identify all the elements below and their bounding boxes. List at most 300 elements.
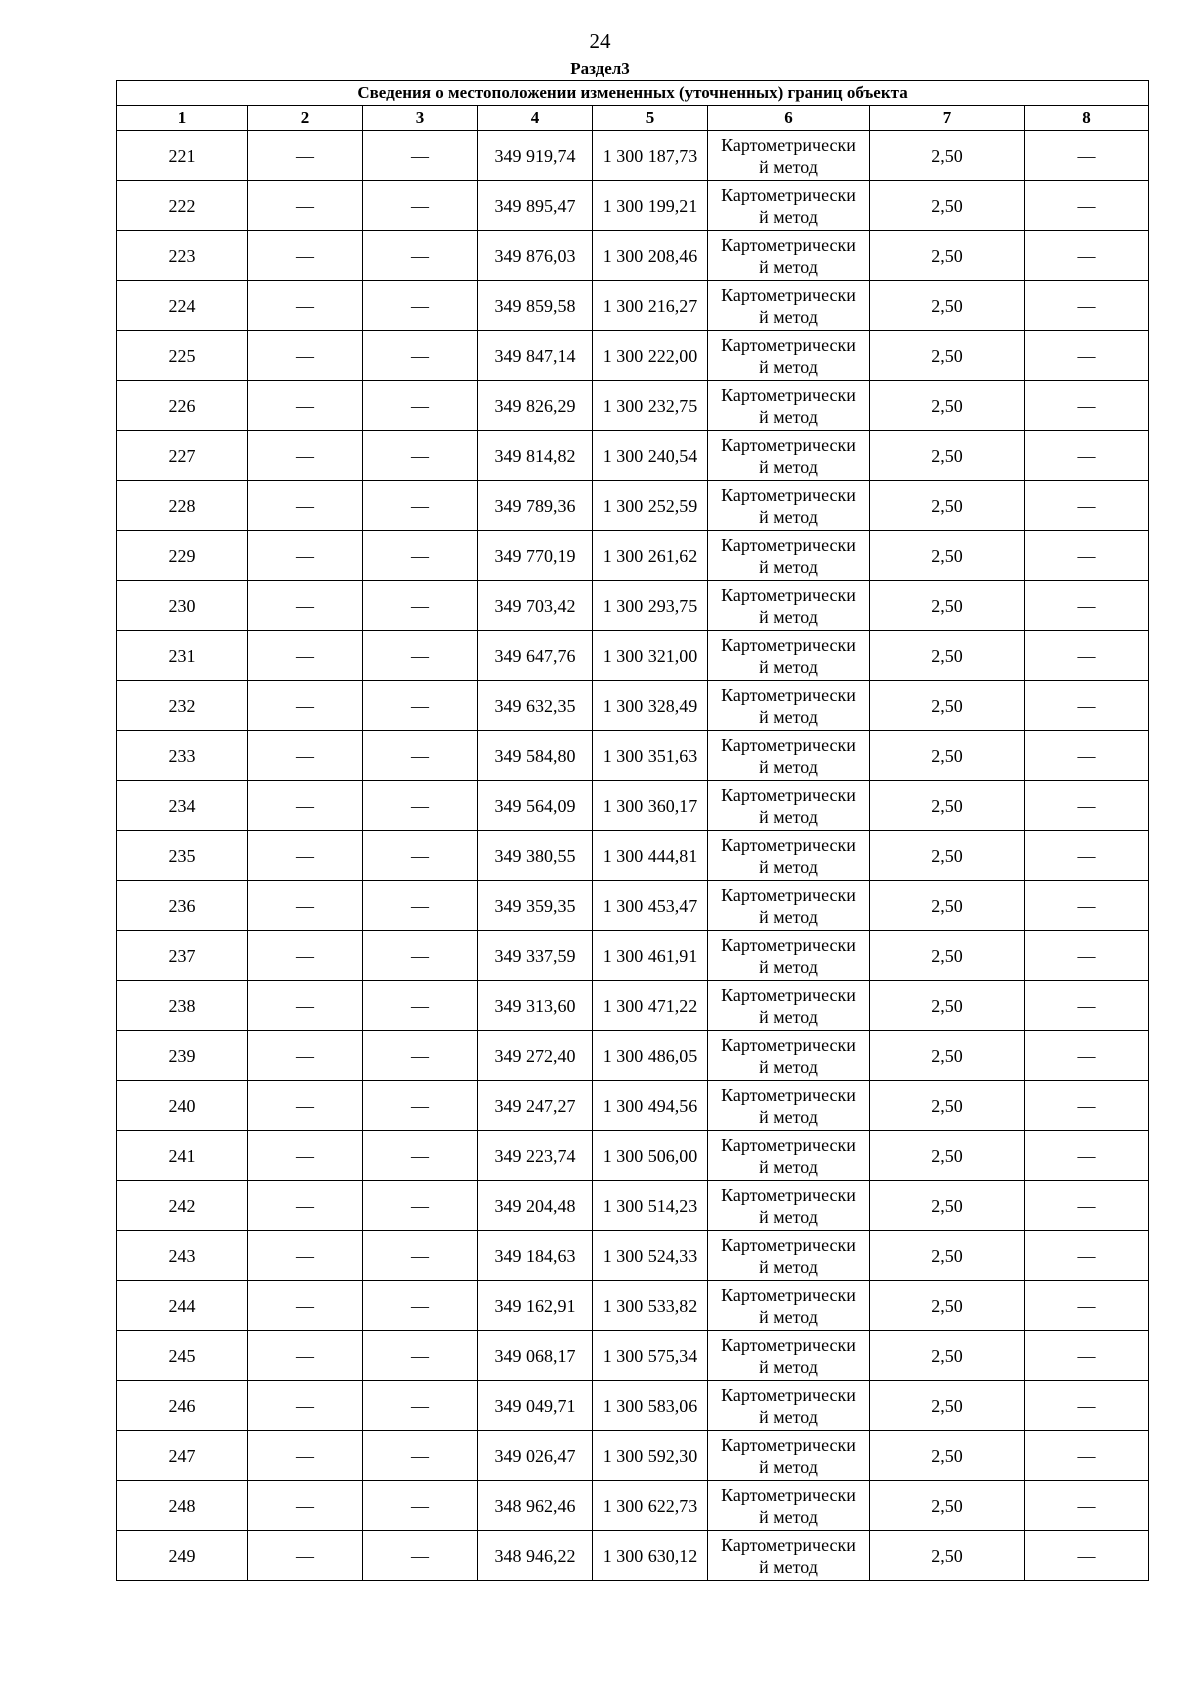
accuracy-cell: 2,50 [870, 231, 1025, 281]
column-number-6: 6 [708, 106, 870, 131]
method-line-2: й метод [759, 656, 818, 677]
method-line-1: Картометрически [721, 1434, 856, 1455]
method-line-2: й метод [759, 1106, 818, 1127]
column-8-cell: — [1025, 731, 1149, 781]
column-8-cell: — [1025, 781, 1149, 831]
method-cell [708, 581, 870, 631]
method-cell [708, 1281, 870, 1331]
y-coordinate-cell: 1 300 199,21 [593, 181, 708, 231]
point-number-cell: 231 [117, 631, 248, 681]
point-number-cell: 228 [117, 481, 248, 531]
column-2-cell: — [248, 431, 363, 481]
table-row [117, 1531, 1149, 1581]
accuracy-cell: 2,50 [870, 731, 1025, 781]
table-row [117, 1031, 1149, 1081]
y-coordinate-cell: 1 300 524,33 [593, 1231, 708, 1281]
column-2-cell: — [248, 331, 363, 381]
y-coordinate-cell: 1 300 261,62 [593, 531, 708, 581]
method-line-2: й метод [759, 606, 818, 627]
column-number-4: 4 [478, 106, 593, 131]
x-coordinate-cell: 349 313,60 [478, 981, 593, 1031]
accuracy-cell: 2,50 [870, 1431, 1025, 1481]
point-number-cell: 222 [117, 181, 248, 231]
column-8-cell: — [1025, 281, 1149, 331]
method-line-2: й метод [759, 756, 818, 777]
column-8-cell: — [1025, 581, 1149, 631]
column-number-8: 8 [1025, 106, 1149, 131]
y-coordinate-cell: 1 300 351,63 [593, 731, 708, 781]
table-row [117, 1231, 1149, 1281]
y-coordinate-cell: 1 300 583,06 [593, 1381, 708, 1431]
column-8-cell: — [1025, 831, 1149, 881]
column-2-cell: — [248, 1381, 363, 1431]
x-coordinate-cell: 348 946,22 [478, 1531, 593, 1581]
point-number-cell: 244 [117, 1281, 248, 1331]
method-line-1: Картометрически [721, 1534, 856, 1555]
accuracy-cell: 2,50 [870, 781, 1025, 831]
column-number-7: 7 [870, 106, 1025, 131]
x-coordinate-cell: 349 895,47 [478, 181, 593, 231]
method-line-2: й метод [759, 856, 818, 877]
method-cell [708, 131, 870, 181]
method-cell [708, 1331, 870, 1381]
column-3-cell: — [363, 1281, 478, 1331]
table-body [117, 131, 1149, 1581]
column-2-cell: — [248, 631, 363, 681]
table-row [117, 431, 1149, 481]
column-3-cell: — [363, 231, 478, 281]
x-coordinate-cell: 349 632,35 [478, 681, 593, 731]
column-2-cell: — [248, 481, 363, 531]
column-3-cell: — [363, 1081, 478, 1131]
table-row [117, 1131, 1149, 1181]
method-line-2: й метод [759, 1256, 818, 1277]
method-line-1: Картометрически [721, 134, 856, 155]
accuracy-cell: 2,50 [870, 831, 1025, 881]
method-line-1: Картометрически [721, 1284, 856, 1305]
accuracy-cell: 2,50 [870, 1381, 1025, 1431]
column-8-cell: — [1025, 531, 1149, 581]
table-row [117, 531, 1149, 581]
y-coordinate-cell: 1 300 533,82 [593, 1281, 708, 1331]
y-coordinate-cell: 1 300 208,46 [593, 231, 708, 281]
column-8-cell: — [1025, 131, 1149, 181]
x-coordinate-cell: 349 770,19 [478, 531, 593, 581]
method-cell [708, 1081, 870, 1131]
method-line-2: й метод [759, 1056, 818, 1077]
column-3-cell: — [363, 681, 478, 731]
y-coordinate-cell: 1 300 444,81 [593, 831, 708, 881]
column-number-2: 2 [248, 106, 363, 131]
method-line-1: Картометрически [721, 734, 856, 755]
x-coordinate-cell: 349 919,74 [478, 131, 593, 181]
column-8-cell: — [1025, 381, 1149, 431]
y-coordinate-cell: 1 300 514,23 [593, 1181, 708, 1231]
accuracy-cell: 2,50 [870, 1531, 1025, 1581]
accuracy-cell: 2,50 [870, 531, 1025, 581]
column-8-cell: — [1025, 1031, 1149, 1081]
accuracy-cell: 2,50 [870, 1081, 1025, 1131]
column-8-cell: — [1025, 1281, 1149, 1331]
x-coordinate-cell: 349 859,58 [478, 281, 593, 331]
accuracy-cell: 2,50 [870, 131, 1025, 181]
point-number-cell: 243 [117, 1231, 248, 1281]
method-line-1: Картометрически [721, 1384, 856, 1405]
table-row [117, 731, 1149, 781]
column-3-cell: — [363, 431, 478, 481]
point-number-cell: 248 [117, 1481, 248, 1531]
method-cell [708, 481, 870, 531]
column-2-cell: — [248, 1531, 363, 1581]
column-2-cell: — [248, 1331, 363, 1381]
table-row [117, 231, 1149, 281]
column-3-cell: — [363, 881, 478, 931]
point-number-cell: 221 [117, 131, 248, 181]
method-cell [708, 1131, 870, 1181]
table-row [117, 1381, 1149, 1431]
column-3-cell: — [363, 381, 478, 431]
method-line-1: Картометрически [721, 884, 856, 905]
x-coordinate-cell: 349 247,27 [478, 1081, 593, 1131]
point-number-cell: 249 [117, 1531, 248, 1581]
column-2-cell: — [248, 281, 363, 331]
table-row [117, 331, 1149, 381]
method-line-1: Картометрически [721, 834, 856, 855]
method-cell [708, 1381, 870, 1431]
y-coordinate-cell: 1 300 252,59 [593, 481, 708, 531]
column-8-cell: — [1025, 1131, 1149, 1181]
method-cell [708, 531, 870, 581]
column-number-row [117, 106, 1149, 131]
method-line-2: й метод [759, 1506, 818, 1527]
method-line-2: й метод [759, 1406, 818, 1427]
column-2-cell: — [248, 381, 363, 431]
column-3-cell: — [363, 1231, 478, 1281]
table-row [117, 681, 1149, 731]
column-2-cell: — [248, 981, 363, 1031]
y-coordinate-cell: 1 300 622,73 [593, 1481, 708, 1531]
column-2-cell: — [248, 131, 363, 181]
table-row [117, 281, 1149, 331]
method-line-1: Картометрически [721, 234, 856, 255]
method-line-2: й метод [759, 456, 818, 477]
method-line-2: й метод [759, 506, 818, 527]
method-cell [708, 1481, 870, 1531]
table-caption: Сведения о местоположении измененных (уточненных) границ объекта [117, 81, 1149, 106]
method-line-1: Картометрически [721, 1184, 856, 1205]
method-cell [708, 231, 870, 281]
method-line-2: й метод [759, 1356, 818, 1377]
x-coordinate-cell: 349 049,71 [478, 1381, 593, 1431]
x-coordinate-cell: 348 962,46 [478, 1481, 593, 1531]
table-caption-row [117, 81, 1149, 106]
section-title: Раздел3 [570, 59, 630, 78]
column-3-cell: — [363, 1331, 478, 1381]
method-line-2: й метод [759, 156, 818, 177]
column-3-cell: — [363, 531, 478, 581]
method-cell [708, 631, 870, 681]
method-cell [708, 381, 870, 431]
x-coordinate-cell: 349 068,17 [478, 1331, 593, 1381]
y-coordinate-cell: 1 300 293,75 [593, 581, 708, 631]
point-number-cell: 232 [117, 681, 248, 731]
table-row [117, 1481, 1149, 1531]
method-line-1: Картометрически [721, 484, 856, 505]
column-2-cell: — [248, 881, 363, 931]
method-line-2: й метод [759, 906, 818, 927]
column-3-cell: — [363, 331, 478, 381]
method-line-1: Картометрически [721, 1084, 856, 1105]
column-3-cell: — [363, 1131, 478, 1181]
method-line-1: Картометрически [721, 1484, 856, 1505]
column-3-cell: — [363, 781, 478, 831]
x-coordinate-cell: 349 026,47 [478, 1431, 593, 1481]
column-number-1: 1 [117, 106, 248, 131]
column-8-cell: — [1025, 1231, 1149, 1281]
column-2-cell: — [248, 731, 363, 781]
method-line-1: Картометрически [721, 284, 856, 305]
x-coordinate-cell: 349 380,55 [478, 831, 593, 881]
x-coordinate-cell: 349 162,91 [478, 1281, 593, 1331]
method-line-1: Картометрически [721, 1334, 856, 1355]
accuracy-cell: 2,50 [870, 1481, 1025, 1531]
point-number-cell: 225 [117, 331, 248, 381]
x-coordinate-cell: 349 847,14 [478, 331, 593, 381]
column-3-cell: — [363, 581, 478, 631]
column-8-cell: — [1025, 981, 1149, 1031]
x-coordinate-cell: 349 564,09 [478, 781, 593, 831]
point-number-cell: 246 [117, 1381, 248, 1431]
method-cell [708, 1231, 870, 1281]
column-8-cell: — [1025, 481, 1149, 531]
table-row [117, 1281, 1149, 1331]
table-row [117, 181, 1149, 231]
method-cell [708, 281, 870, 331]
column-3-cell: — [363, 181, 478, 231]
accuracy-cell: 2,50 [870, 431, 1025, 481]
method-cell [708, 831, 870, 881]
x-coordinate-cell: 349 184,63 [478, 1231, 593, 1281]
method-line-2: й метод [759, 706, 818, 727]
method-line-1: Картометрически [721, 334, 856, 355]
column-8-cell: — [1025, 1081, 1149, 1131]
y-coordinate-cell: 1 300 453,47 [593, 881, 708, 931]
method-line-1: Картометрически [721, 1234, 856, 1255]
table-row [117, 1331, 1149, 1381]
point-number-cell: 224 [117, 281, 248, 331]
point-number-cell: 229 [117, 531, 248, 581]
column-8-cell: — [1025, 1331, 1149, 1381]
x-coordinate-cell: 349 272,40 [478, 1031, 593, 1081]
method-cell [708, 331, 870, 381]
method-line-2: й метод [759, 956, 818, 977]
method-line-1: Картометрически [721, 984, 856, 1005]
method-line-2: й метод [759, 556, 818, 577]
accuracy-cell: 2,50 [870, 1281, 1025, 1331]
point-number-cell: 233 [117, 731, 248, 781]
column-3-cell: — [363, 1531, 478, 1581]
x-coordinate-cell: 349 647,76 [478, 631, 593, 681]
column-2-cell: — [248, 1231, 363, 1281]
point-number-cell: 226 [117, 381, 248, 431]
method-line-1: Картометрически [721, 534, 856, 555]
column-2-cell: — [248, 1481, 363, 1531]
table-row [117, 131, 1149, 181]
x-coordinate-cell: 349 789,36 [478, 481, 593, 531]
accuracy-cell: 2,50 [870, 1331, 1025, 1381]
column-8-cell: — [1025, 931, 1149, 981]
column-3-cell: — [363, 631, 478, 681]
y-coordinate-cell: 1 300 187,73 [593, 131, 708, 181]
y-coordinate-cell: 1 300 222,00 [593, 331, 708, 381]
y-coordinate-cell: 1 300 630,12 [593, 1531, 708, 1581]
page-number: 24 [589, 29, 611, 53]
method-line-2: й метод [759, 1456, 818, 1477]
point-number-cell: 242 [117, 1181, 248, 1231]
column-2-cell: — [248, 831, 363, 881]
column-3-cell: — [363, 831, 478, 881]
x-coordinate-cell: 349 337,59 [478, 931, 593, 981]
column-3-cell: — [363, 981, 478, 1031]
column-8-cell: — [1025, 331, 1149, 381]
method-line-2: й метод [759, 1306, 818, 1327]
column-8-cell: — [1025, 881, 1149, 931]
method-cell [708, 781, 870, 831]
point-number-cell: 239 [117, 1031, 248, 1081]
method-line-2: й метод [759, 1156, 818, 1177]
method-line-1: Картометрически [721, 434, 856, 455]
column-8-cell: — [1025, 631, 1149, 681]
method-cell [708, 1531, 870, 1581]
point-number-cell: 241 [117, 1131, 248, 1181]
table-row [117, 381, 1149, 431]
y-coordinate-cell: 1 300 575,34 [593, 1331, 708, 1381]
table-row [117, 981, 1149, 1031]
y-coordinate-cell: 1 300 471,22 [593, 981, 708, 1031]
accuracy-cell: 2,50 [870, 681, 1025, 731]
column-2-cell: — [248, 231, 363, 281]
y-coordinate-cell: 1 300 461,91 [593, 931, 708, 981]
column-2-cell: — [248, 531, 363, 581]
point-number-cell: 245 [117, 1331, 248, 1381]
point-number-cell: 240 [117, 1081, 248, 1131]
point-number-cell: 235 [117, 831, 248, 881]
accuracy-cell: 2,50 [870, 1181, 1025, 1231]
accuracy-cell: 2,50 [870, 181, 1025, 231]
column-2-cell: — [248, 581, 363, 631]
x-coordinate-cell: 349 876,03 [478, 231, 593, 281]
column-3-cell: — [363, 1031, 478, 1081]
table-row [117, 1181, 1149, 1231]
point-number-cell: 236 [117, 881, 248, 931]
y-coordinate-cell: 1 300 494,56 [593, 1081, 708, 1131]
x-coordinate-cell: 349 223,74 [478, 1131, 593, 1181]
accuracy-cell: 2,50 [870, 981, 1025, 1031]
x-coordinate-cell: 349 826,29 [478, 381, 593, 431]
table-row [117, 581, 1149, 631]
method-cell [708, 681, 870, 731]
column-2-cell: — [248, 931, 363, 981]
y-coordinate-cell: 1 300 328,49 [593, 681, 708, 731]
method-cell [708, 181, 870, 231]
method-line-1: Картометрически [721, 634, 856, 655]
column-3-cell: — [363, 1431, 478, 1481]
point-number-cell: 247 [117, 1431, 248, 1481]
method-line-2: й метод [759, 806, 818, 827]
column-2-cell: — [248, 1281, 363, 1331]
column-3-cell: — [363, 131, 478, 181]
column-8-cell: — [1025, 681, 1149, 731]
method-line-1: Картометрически [721, 384, 856, 405]
column-2-cell: — [248, 1031, 363, 1081]
column-8-cell: — [1025, 431, 1149, 481]
x-coordinate-cell: 349 359,35 [478, 881, 593, 931]
column-3-cell: — [363, 931, 478, 981]
accuracy-cell: 2,50 [870, 1231, 1025, 1281]
column-8-cell: — [1025, 1531, 1149, 1581]
method-cell [708, 1031, 870, 1081]
column-3-cell: — [363, 1181, 478, 1231]
accuracy-cell: 2,50 [870, 881, 1025, 931]
column-2-cell: — [248, 181, 363, 231]
column-8-cell: — [1025, 231, 1149, 281]
method-line-1: Картометрически [721, 784, 856, 805]
column-3-cell: — [363, 1381, 478, 1431]
table-row [117, 1431, 1149, 1481]
y-coordinate-cell: 1 300 216,27 [593, 281, 708, 331]
table-row [117, 1081, 1149, 1131]
y-coordinate-cell: 1 300 240,54 [593, 431, 708, 481]
point-number-cell: 237 [117, 931, 248, 981]
y-coordinate-cell: 1 300 486,05 [593, 1031, 708, 1081]
point-number-cell: 238 [117, 981, 248, 1031]
table-row [117, 931, 1149, 981]
accuracy-cell: 2,50 [870, 1131, 1025, 1181]
column-2-cell: — [248, 681, 363, 731]
x-coordinate-cell: 349 703,42 [478, 581, 593, 631]
method-line-2: й метод [759, 306, 818, 327]
method-cell [708, 981, 870, 1031]
method-line-1: Картометрически [721, 1134, 856, 1155]
method-cell [708, 931, 870, 981]
point-number-cell: 230 [117, 581, 248, 631]
method-cell [708, 1431, 870, 1481]
column-8-cell: — [1025, 1381, 1149, 1431]
accuracy-cell: 2,50 [870, 581, 1025, 631]
accuracy-cell: 2,50 [870, 931, 1025, 981]
column-number-5: 5 [593, 106, 708, 131]
column-8-cell: — [1025, 1481, 1149, 1531]
column-8-cell: — [1025, 181, 1149, 231]
column-number-3: 3 [363, 106, 478, 131]
table-row [117, 831, 1149, 881]
y-coordinate-cell: 1 300 360,17 [593, 781, 708, 831]
column-8-cell: — [1025, 1431, 1149, 1481]
method-line-2: й метод [759, 206, 818, 227]
column-3-cell: — [363, 731, 478, 781]
method-line-2: й метод [759, 1206, 818, 1227]
point-number-cell: 227 [117, 431, 248, 481]
column-2-cell: — [248, 781, 363, 831]
coordinates-table [116, 80, 1149, 1581]
table-row [117, 481, 1149, 531]
y-coordinate-cell: 1 300 592,30 [593, 1431, 708, 1481]
method-cell [708, 431, 870, 481]
column-3-cell: — [363, 481, 478, 531]
method-line-2: й метод [759, 1556, 818, 1577]
method-cell [708, 1181, 870, 1231]
method-line-1: Картометрически [721, 584, 856, 605]
